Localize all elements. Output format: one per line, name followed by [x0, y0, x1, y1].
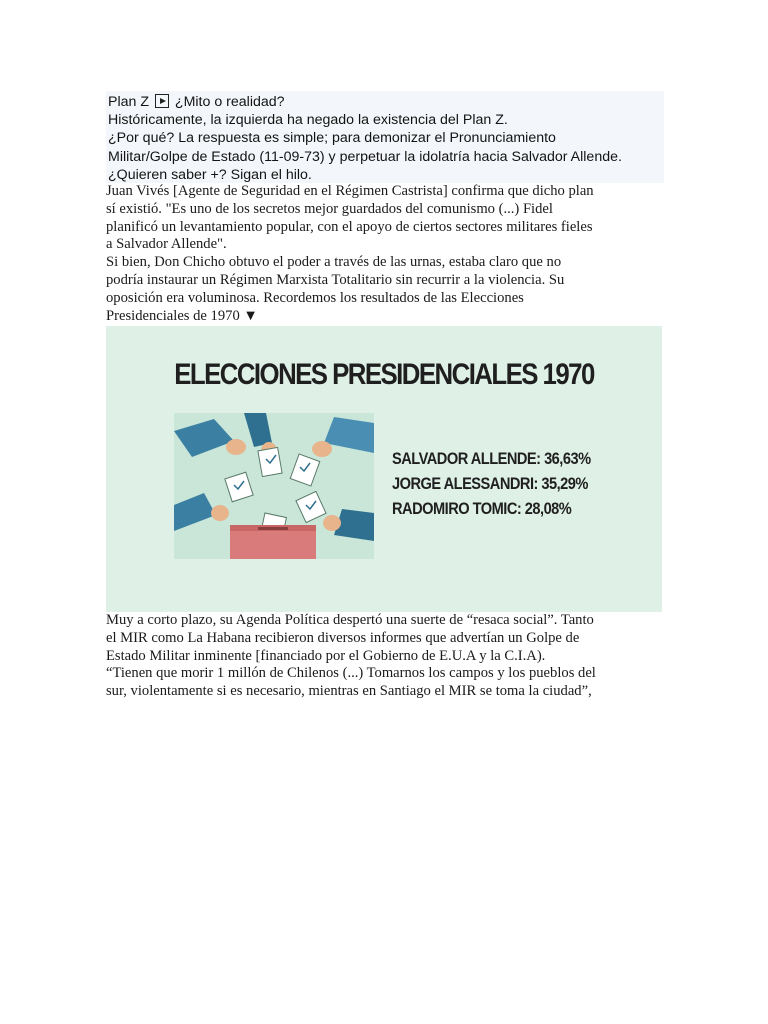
paragraph-line: Presidenciales de 1970 ▼: [106, 307, 258, 324]
tweet-question: ¿Mito o realidad?: [174, 94, 285, 110]
tweet-line-5: ¿Quieren saber +? Sigan el hilo.: [108, 166, 312, 183]
paragraph-line: el MIR como La Habana recibieron diversos informes que advertían un Golpe de: [106, 629, 580, 646]
results-list: [392, 446, 623, 521]
paragraph-line: Muy a corto plazo, su Agenda Política despertó una suerte de “resaca social”. Tanto: [106, 612, 594, 628]
result-alessandri: JORGE ALESSANDRI: 35,29%: [392, 474, 588, 493]
tweet-line-1: [108, 93, 664, 111]
tweet-line-4: Militar/Golpe de Estado (11-09-73) y perpetuar la idolatría hacia Salvador Allende.: [108, 148, 622, 165]
paragraph-1: [106, 183, 666, 325]
election-results-image: [106, 326, 662, 612]
paragraph-line: sur, violentamente si es necesario, mientras en Santiago el MIR se toma la ciudad”,: [106, 683, 592, 700]
tweet-title: Plan Z: [108, 94, 150, 110]
tweet-line-2: Históricamente, la izquierda ha negado la existencia del Plan Z.: [108, 112, 508, 129]
paragraph-line: oposición era voluminosa. Recordemos los resultados de las Elecciones: [106, 289, 524, 306]
tweet-line-3: ¿Por qué? La respuesta es simple; para demonizar el Pronunciamiento: [108, 130, 556, 147]
voting-illustration: [174, 413, 374, 559]
result-allende: SALVADOR ALLENDE: 36,63%: [392, 449, 591, 468]
figure-title: ELECCIONES PRESIDENCIALES 1970: [174, 358, 594, 391]
paragraph-line: Juan Vivés [Agente de Seguridad en el Régimen Castrista] confirma que dicho plan: [106, 183, 594, 199]
paragraph-line: planificó un levantamiento popular, con el apoyo de ciertos sectores militares fieles: [106, 218, 593, 235]
paragraph-2: [106, 612, 666, 701]
paragraph-line: sí existió. "Es uno de los secretos mejor guardados del comunismo (...) Fidel: [106, 200, 553, 217]
paragraph-line: Si bien, Don Chicho obtuvo el poder a través de las urnas, estaba claro que no: [106, 254, 562, 271]
paragraph-line: a Salvador Allende".: [106, 236, 227, 253]
play-icon: [155, 94, 169, 108]
ballot-hands-icon: [174, 413, 374, 559]
result-tomic: RADOMIRO TOMIC: 28,08%: [392, 499, 572, 518]
paragraph-line: Estado Militar inminente [financiado por el Gobierno de E.U.A y la C.I.A).: [106, 647, 546, 664]
paragraph-line: podría instaurar un Régimen Marxista Totalitario sin recurrir a la violencia. Su: [106, 271, 565, 288]
tweet-block: [106, 91, 664, 183]
paragraph-line: “Tienen que morir 1 millón de Chilenos (...) Tomarnos los campos y los pueblos del: [106, 665, 596, 682]
